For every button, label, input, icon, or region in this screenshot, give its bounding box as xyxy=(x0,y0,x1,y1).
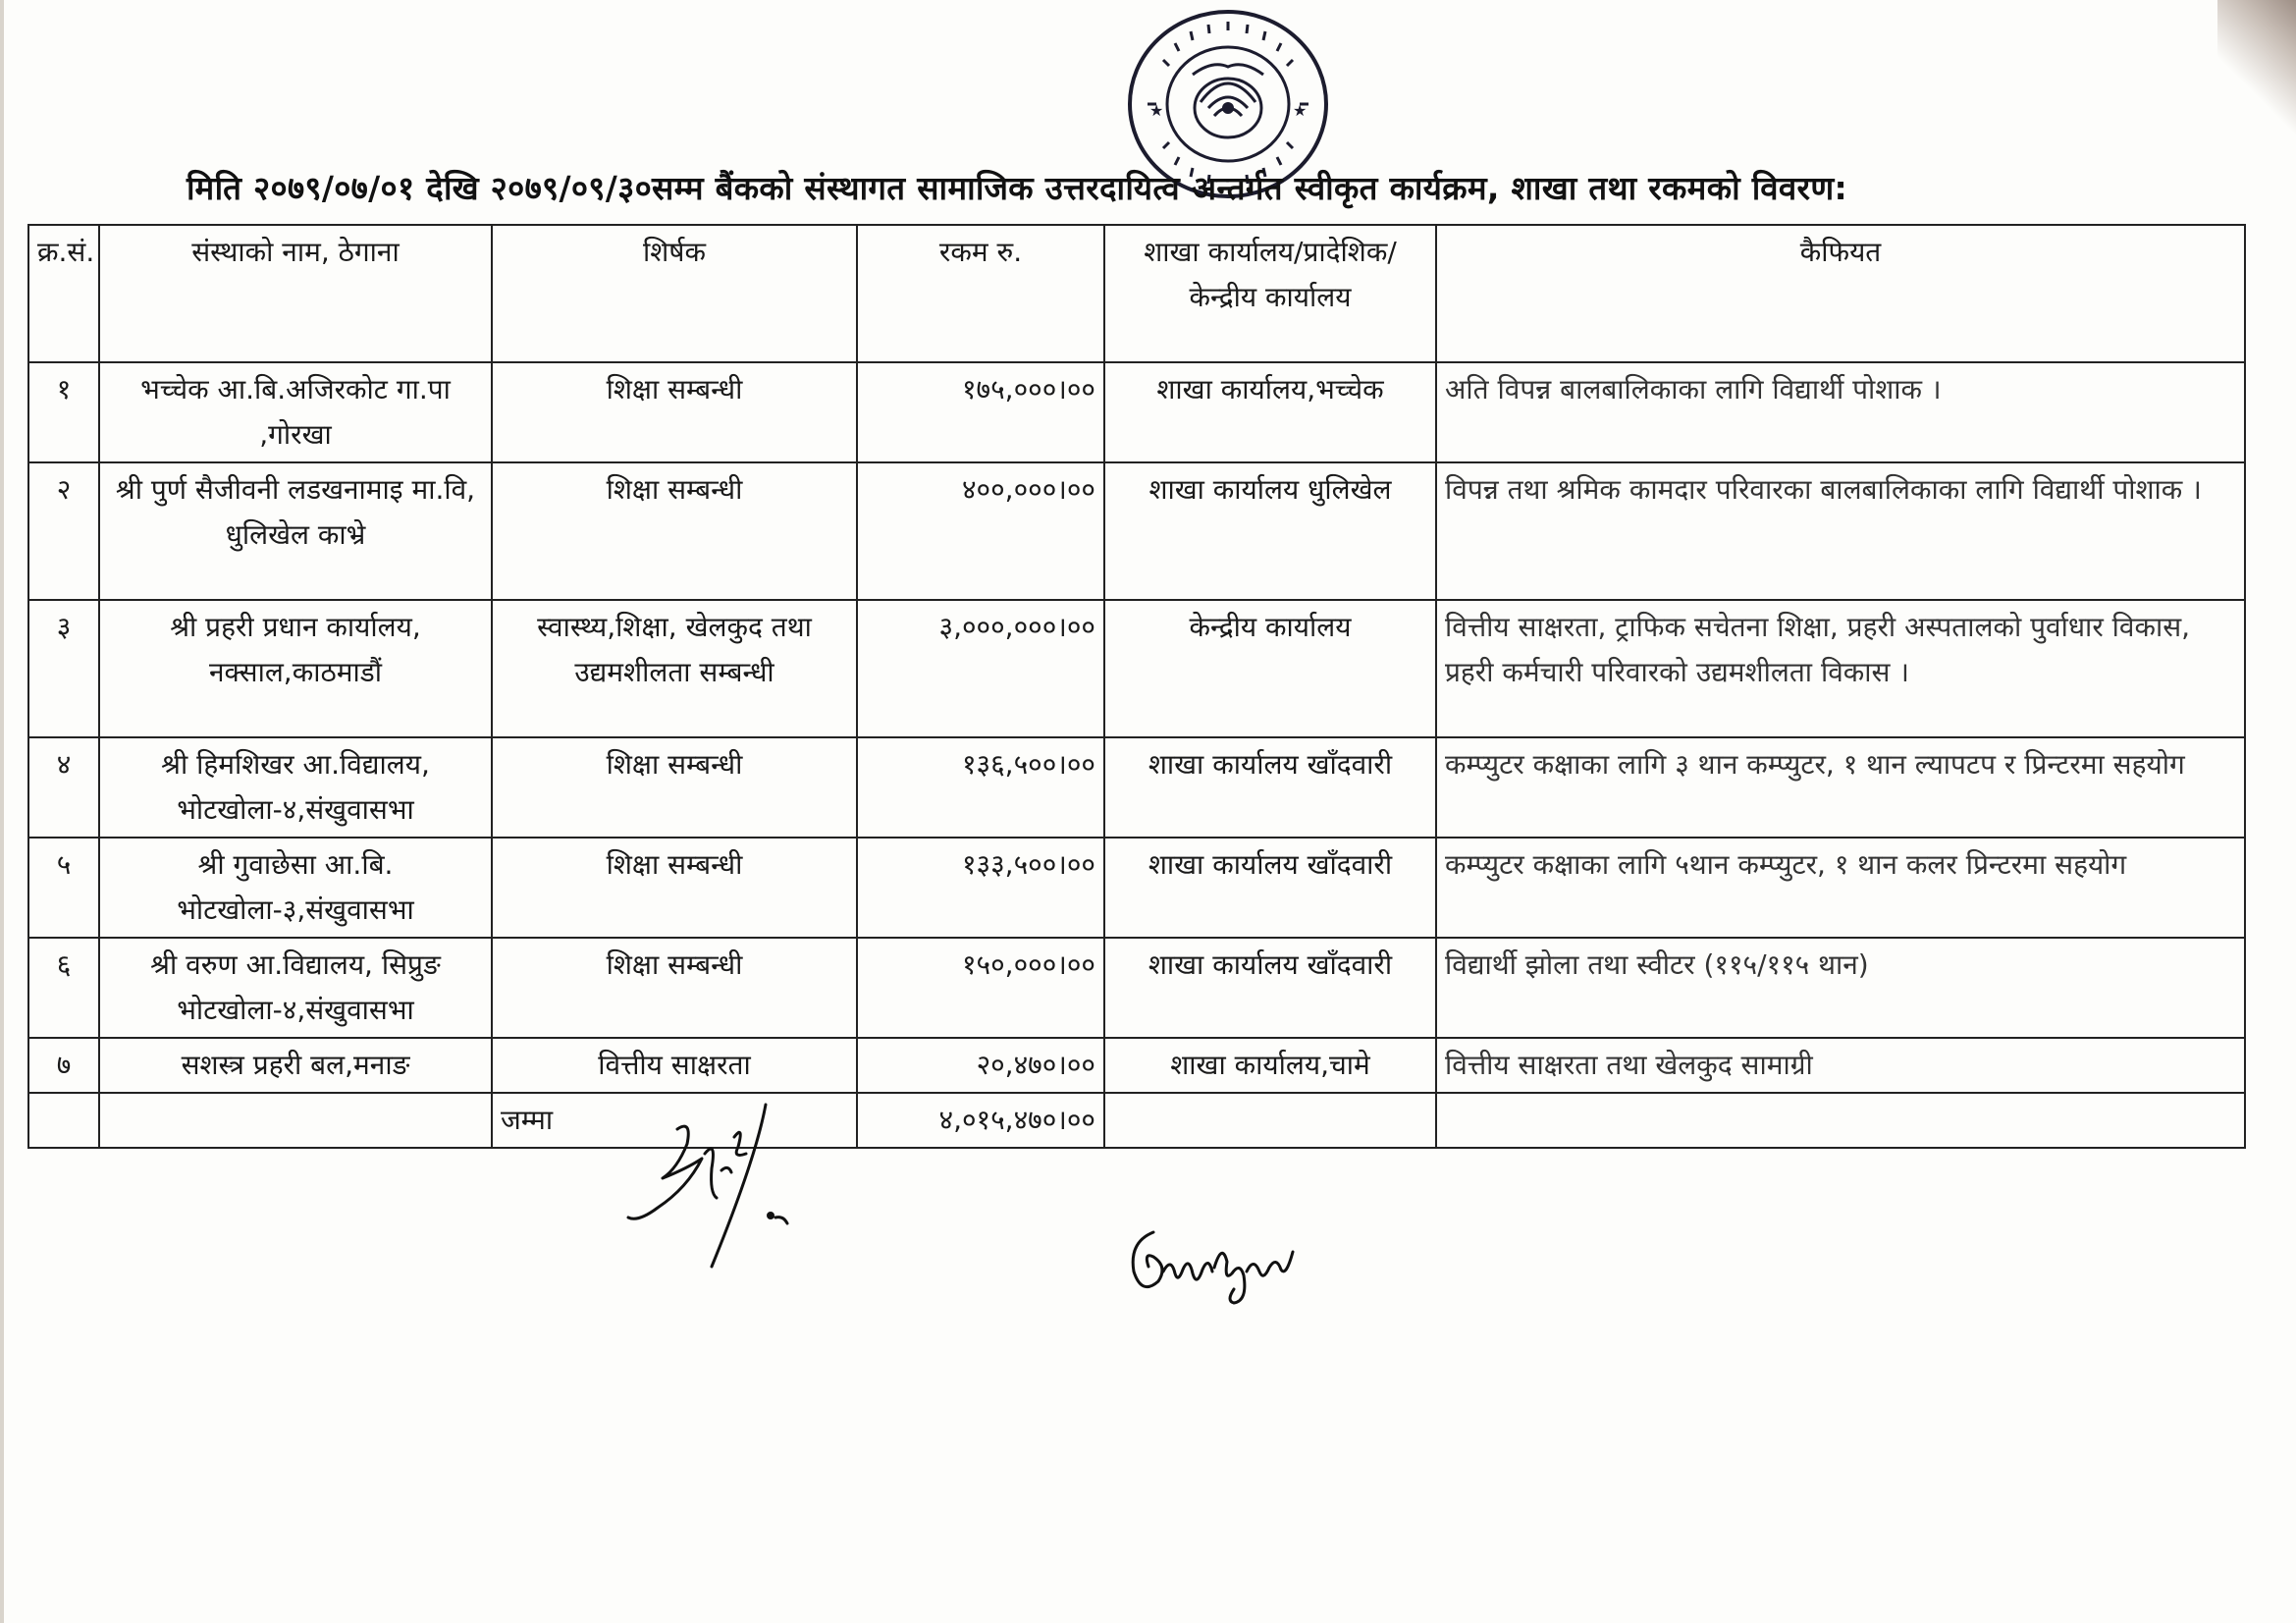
cell-heading: शिक्षा सम्बन्धी xyxy=(492,737,857,838)
cell-office: शाखा कार्यालय खाँदवारी xyxy=(1104,938,1436,1038)
cell-amount: १७५,०००।०० xyxy=(857,362,1104,462)
cell-heading: शिक्षा सम्बन्धी xyxy=(492,462,857,600)
table-total-row xyxy=(28,1093,2245,1148)
cell-remarks: विद्यार्थी झोला तथा स्वीटर (११५/११५ थान) xyxy=(1436,938,2245,1038)
cell-empty xyxy=(1436,1093,2245,1148)
cell-sn: ६ xyxy=(28,938,99,1038)
cell-sn: १ xyxy=(28,362,99,462)
cell-heading: स्वास्थ्य,शिक्षा, खेलकुद तथा उद्यमशीलता सम्बन्धी xyxy=(492,600,857,737)
cell-amount: ४००,०००।०० xyxy=(857,462,1104,600)
cell-org: श्री पुर्ण सैजीवनी लडखनामाइ मा.वि, धुलिखेल काभ्रे xyxy=(99,462,492,600)
cell-amount: १३६,५००।०० xyxy=(857,737,1104,838)
cell-remarks: कम्प्युटर कक्षाका लागि ३ थान कम्प्युटर, १ थान ल्यापटप र प्रिन्टरमा सहयोग xyxy=(1436,737,2245,838)
header-org: संस्थाको नाम, ठेगाना xyxy=(99,225,492,362)
signature-1 xyxy=(618,1100,844,1276)
cell-sn: ३ xyxy=(28,600,99,737)
scan-edge xyxy=(0,0,4,1623)
table-header-row xyxy=(28,225,2245,362)
table-row xyxy=(28,1038,2245,1093)
header-remarks: कैफियत xyxy=(1436,225,2245,362)
table-row xyxy=(28,362,2245,462)
cell-sn: ४ xyxy=(28,737,99,838)
header-heading: शिर्षक xyxy=(492,225,857,362)
table-row xyxy=(28,462,2245,600)
cell-sn: ५ xyxy=(28,838,99,938)
cell-amount: ३,०००,०००।०० xyxy=(857,600,1104,737)
svg-text:★: ★ xyxy=(1149,101,1164,120)
cell-remarks: वित्तीय साक्षरता तथा खेलकुद सामाग्री xyxy=(1436,1038,2245,1093)
cell-empty xyxy=(1104,1093,1436,1148)
cell-org: भच्चेक आ.बि.अजिरकोट गा.पा ,गोरखा xyxy=(99,362,492,462)
table-row xyxy=(28,600,2245,737)
cell-empty xyxy=(99,1093,492,1148)
cell-org: सशस्त्र प्रहरी बल,मनाङ xyxy=(99,1038,492,1093)
page-title: मिति २०७९/०७/०१ देखि २०७९/०९/३०सम्म बैंकको संस्थागत सामाजिक उत्तरदायित्व अन्तर्गत स्वीकृत कार्यक्रम, शाखा तथा रकमको विवरण: xyxy=(187,169,1847,207)
cell-amount: १५०,०००।०० xyxy=(857,938,1104,1038)
cell-org: श्री प्रहरी प्रधान कार्यालय, नक्साल,काठमाडौं xyxy=(99,600,492,737)
header-amount: रकम रु. xyxy=(857,225,1104,362)
csr-table xyxy=(27,224,2246,1149)
cell-office: शाखा कार्यालय धुलिखेल xyxy=(1104,462,1436,600)
cell-office: शाखा कार्यालय खाँदवारी xyxy=(1104,737,1436,838)
cell-org: श्री गुवाछेसा आ.बि. भोटखोला-३,संखुवासभा xyxy=(99,838,492,938)
cell-office: शाखा कार्यालय खाँदवारी xyxy=(1104,838,1436,938)
cell-heading: वित्तीय साक्षरता xyxy=(492,1038,857,1093)
cell-heading: शिक्षा सम्बन्धी xyxy=(492,938,857,1038)
cell-amount: २०,४७०।०० xyxy=(857,1038,1104,1093)
total-amount: ४,०१५,४७०।०० xyxy=(857,1093,1104,1148)
table-row xyxy=(28,838,2245,938)
cell-org: श्री वरुण आ.विद्यालय, सिप्रुङ भोटखोला-४,संखुवासभा xyxy=(99,938,492,1038)
header-office: शाखा कार्यालय/प्रादेशिक/ केन्द्रीय कार्यालय xyxy=(1104,225,1436,362)
signature-2 xyxy=(1124,1213,1301,1311)
cell-sn: ७ xyxy=(28,1038,99,1093)
cell-org: श्री हिमशिखर आ.विद्यालय, भोटखोला-४,संखुवासभा xyxy=(99,737,492,838)
cell-heading: शिक्षा सम्बन्धी xyxy=(492,838,857,938)
cell-office: केन्द्रीय कार्यालय xyxy=(1104,600,1436,737)
cell-empty xyxy=(28,1093,99,1148)
cell-remarks: कम्प्युटर कक्षाका लागि ५थान कम्प्युटर, १ थान कलर प्रिन्टरमा सहयोग xyxy=(1436,838,2245,938)
cell-amount: १३३,५००।०० xyxy=(857,838,1104,938)
cell-remarks: विपन्न तथा श्रमिक कामदार परिवारका बालबालिकाका लागि विद्यार्थी पोशाक । xyxy=(1436,462,2245,600)
cell-office: शाखा कार्यालय,भच्चेक xyxy=(1104,362,1436,462)
cell-sn: २ xyxy=(28,462,99,600)
table-row xyxy=(28,938,2245,1038)
total-label: जम्मा xyxy=(492,1093,857,1148)
cell-heading: शिक्षा सम्बन्धी xyxy=(492,362,857,462)
cell-remarks: वित्तीय साक्षरता, ट्राफिक सचेतना शिक्षा, प्रहरी अस्पतालको पुर्वाधार विकास, प्रहरी कर्मचारी परिवारको उद्यमशीलता विकास । xyxy=(1436,600,2245,737)
scan-corner-shadow xyxy=(2217,0,2296,147)
cell-office: शाखा कार्यालय,चामे xyxy=(1104,1038,1436,1093)
table-row xyxy=(28,737,2245,838)
header-sn: क्र.सं. xyxy=(28,225,99,362)
svg-text:★: ★ xyxy=(1293,101,1308,120)
cell-remarks: अति विपन्न बालबालिकाका लागि विद्यार्थी पोशाक । xyxy=(1436,362,2245,462)
